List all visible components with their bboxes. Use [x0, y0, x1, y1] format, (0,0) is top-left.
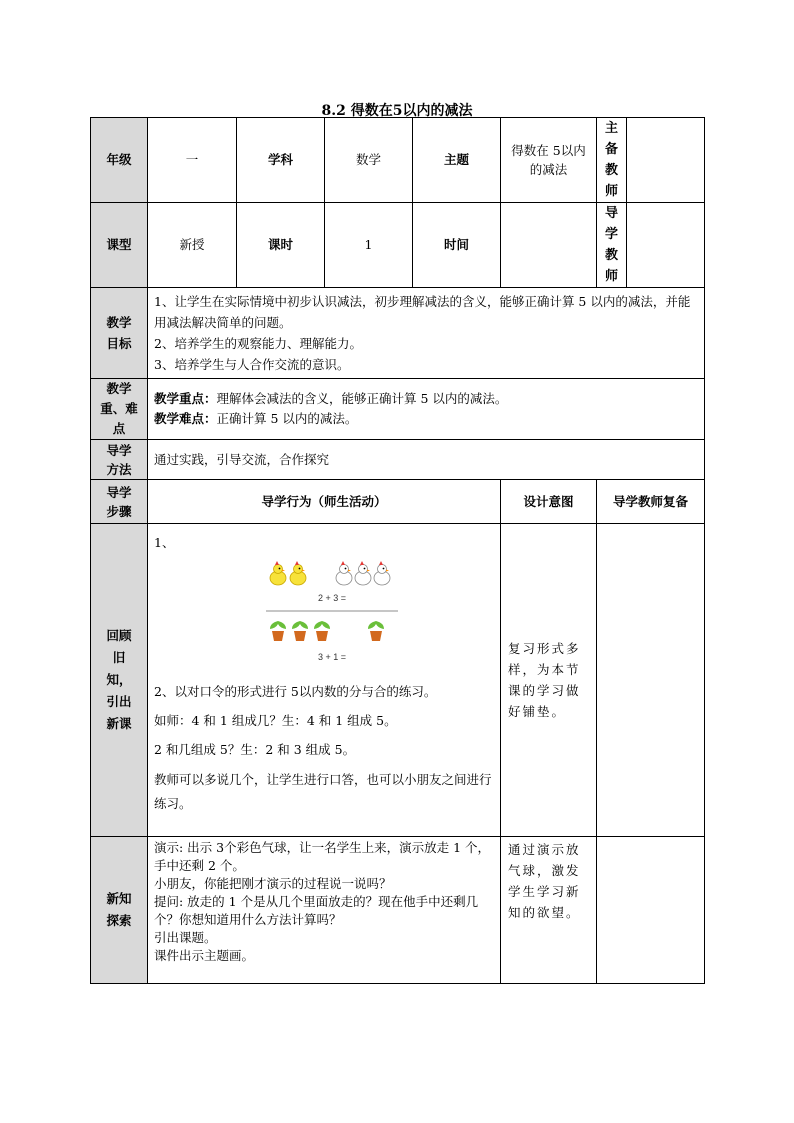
key-point-text: 理解体会减法的含义，能够正确计算 5 以内的减法。	[216, 391, 508, 406]
white-hen-icon	[355, 561, 371, 585]
review-section-content	[148, 524, 501, 837]
goals-content	[148, 288, 705, 379]
document-title: 8.2 得数在5以内的减法	[321, 103, 473, 119]
method-row	[91, 440, 705, 480]
goals-row	[91, 288, 705, 379]
topic-label: 主题	[413, 118, 501, 203]
explore-line-3: 提问: 放走的 1 个是从几个里面放走的？现在他手中还剩几个？你想知道用什么方法计算吗？	[154, 894, 479, 927]
method-text: 通过实践，引导交流，合作探究	[148, 440, 705, 480]
explore-line-2: 小朋友，你能把刚才演示的过程说一说吗？	[154, 876, 392, 891]
addition-illustration	[266, 559, 398, 671]
difficult-point-label: 教学难点：	[154, 411, 217, 426]
review-intent: 复习形式多样，为本节课的学习做好铺垫。	[501, 524, 597, 837]
lead-teacher-value	[627, 118, 705, 203]
potted-plant-icon	[368, 621, 384, 641]
explore-line-5: 课件出示主题画。	[154, 948, 255, 963]
lesson-plan-table	[90, 117, 705, 984]
key-points-row	[91, 379, 705, 440]
yellow-chick-icon	[270, 561, 286, 585]
review-item-2: 2、以对口令的形式进行 5以内数的分与合的练习。	[154, 684, 437, 699]
subject-value: 数学	[325, 118, 413, 203]
review-section-row	[91, 524, 705, 837]
method-label: 导学方法	[91, 440, 148, 480]
header-row-1	[91, 118, 705, 203]
goal-item-1: 1、让学生在实际情境中初步认识减法，初步理解减法的含义，能够正确计算 5 以内的减法，并能用减法解决简单的问题。	[154, 294, 691, 330]
review-item-1: 1、	[154, 535, 175, 550]
equation-1: 2 + 3 =	[317, 593, 347, 603]
goals-label: 教学目标	[91, 288, 148, 379]
potted-plant-icon	[292, 621, 308, 641]
explore-backup	[597, 837, 705, 984]
potted-plant-icon	[270, 621, 286, 641]
yellow-chick-icon	[290, 561, 306, 585]
topic-value: 得数在 5以内的减法	[501, 118, 597, 203]
review-section-label: 回顾旧知，引出新课	[91, 524, 148, 837]
grade-value: 一	[148, 118, 237, 203]
goal-item-2: 2、培养学生的观察能力、理解能力。	[154, 336, 362, 351]
steps-label: 导学步骤	[91, 480, 148, 524]
lesson-type-label: 课型	[91, 203, 148, 288]
lesson-type-value: 新授	[148, 203, 237, 288]
explore-section-label: 新知探索	[91, 837, 148, 984]
difficult-point-text: 正确计算 5 以内的减法。	[216, 411, 358, 426]
white-hen-icon	[374, 561, 390, 585]
explore-line-4: 引出课题。	[154, 930, 217, 945]
header-row-2	[91, 203, 705, 288]
steps-header-row	[91, 480, 705, 524]
period-value: 1	[325, 203, 413, 288]
key-points-content	[148, 379, 705, 440]
explore-intent: 通过演示放气球，激发学生学习新知的欲望。	[501, 837, 597, 984]
key-point-label: 教学重点：	[154, 391, 217, 406]
time-label: 时间	[413, 203, 501, 288]
period-label: 课时	[237, 203, 325, 288]
review-example-2: 2 和几组成 5？生：2 和 3 组成 5。	[154, 742, 356, 757]
intent-header: 设计意图	[501, 480, 597, 524]
potted-plant-icon	[314, 621, 330, 641]
review-backup	[597, 524, 705, 837]
lead-teacher-label: 主备教师	[597, 118, 627, 203]
equation-2: 3 + 1 =	[317, 652, 347, 662]
explore-section-row	[91, 837, 705, 984]
review-note: 教师可以多说几个，让学生进行口答，也可以小朋友之间进行练习。	[154, 772, 492, 811]
subject-label: 学科	[237, 118, 325, 203]
review-example-1: 如师：4 和 1 组成几？生：4 和 1 组成 5。	[154, 713, 397, 728]
review-header: 导学教师复备	[597, 480, 705, 524]
time-value	[501, 203, 597, 288]
white-hen-icon	[336, 561, 352, 585]
activity-header: 导学行为（师生活动）	[148, 480, 501, 524]
key-points-label: 教学重、难点	[91, 379, 148, 440]
explore-line-1: 演示: 出示 3个彩色气球，让一名学生上来，演示放走 1 个，手中还剩 2 个。	[154, 840, 491, 873]
grade-label: 年级	[91, 118, 148, 203]
guide-teacher-label: 导学教师	[597, 203, 627, 288]
guide-teacher-value	[627, 203, 705, 288]
goal-item-3: 3、培养学生与人合作交流的意识。	[154, 357, 350, 372]
explore-section-content	[148, 837, 501, 984]
